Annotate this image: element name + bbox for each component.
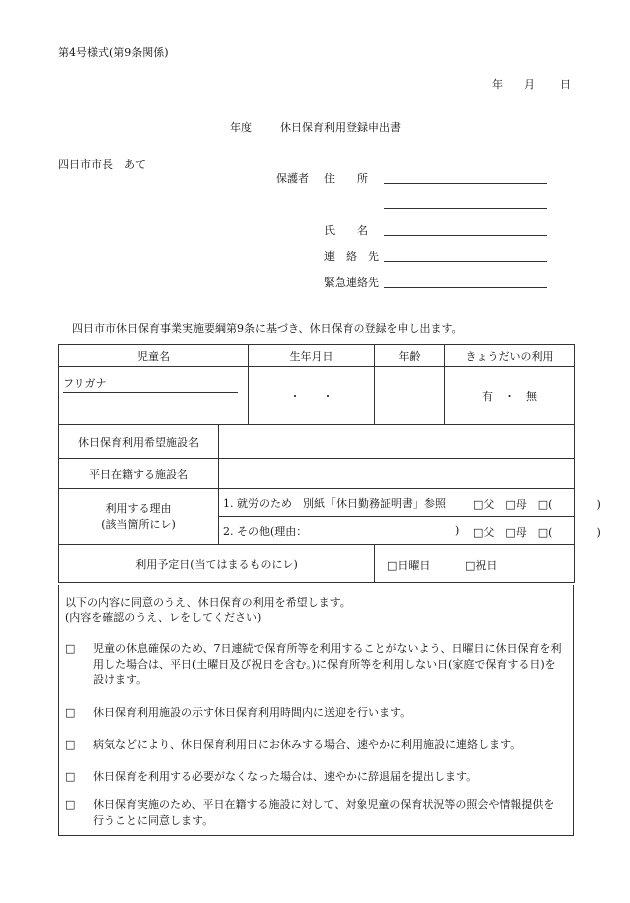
agreement-text: 休日保育実施のため、平日在籍する施設に対して、対象児童の保育状況等の照会や情報提供を行うことに同意します。 (93, 798, 555, 827)
weekday-facility-label: 平日在籍する施設名 (59, 459, 219, 489)
agreement-text: 病気などにより、休日保育利用日にお休みする場合、速やかに利用施設に連絡します。 (93, 738, 522, 751)
guardian-label: 保護者 (276, 172, 309, 185)
reason-label (59, 489, 219, 545)
birth-date-separators: ・ ・ (289, 389, 334, 403)
emergency-contact-line[interactable] (384, 287, 547, 288)
agreement-intro-line-2: (内容を確認のうえ、レをしてください) (65, 611, 262, 624)
checkbox-icon[interactable]: □ (65, 706, 76, 719)
emergency-contact-label: 緊急連絡先 (324, 276, 379, 289)
reason-other-row[interactable] (219, 517, 601, 545)
siblings-cell[interactable] (445, 367, 575, 425)
sunday-checkbox[interactable]: □日曜日 (387, 559, 431, 572)
reason-work-parent-options: □父 □母 □( ) (473, 498, 601, 511)
date-day-label: 日 (560, 78, 571, 91)
address-line-1[interactable] (384, 183, 547, 184)
header-child-name: 児童名 (59, 345, 249, 367)
contact-line[interactable] (384, 261, 547, 262)
name-line[interactable] (384, 235, 547, 236)
name-label: 氏 名 (324, 224, 368, 237)
holiday-checkbox[interactable]: □祝日 (465, 559, 498, 572)
checkbox-icon[interactable]: □ (65, 798, 76, 811)
agreement-intro (65, 595, 351, 625)
contact-label: 連 絡 先 (324, 250, 379, 263)
agreement-text: 児童の休息確保のため、7日連続で保育所等を利用することがないよう、日曜日に休日保育を利用した場合は、平日(土曜日及び祝日を含む。)に保育所等を利用しない日(家庭で保育する日)を設けます。 (93, 642, 562, 686)
form-code: 第4号様式(第9条関係) (58, 46, 169, 59)
header-siblings: きょうだいの利用 (445, 345, 575, 367)
page-title: 休日保育利用登録申出書 (280, 121, 401, 134)
siblings-options: 有 ・ 無 (482, 389, 537, 403)
address-label: 住 所 (324, 172, 368, 185)
date-year-label: 年 (492, 78, 503, 91)
reason-other-parent-options: □父 □母 □( ) (473, 526, 601, 539)
age-cell[interactable] (375, 367, 445, 425)
weekday-facility-input[interactable] (219, 459, 575, 489)
reason-other-text: 2. その他(理由： (223, 524, 308, 538)
agreement-text: 休日保育を利用する必要がなくなった場合は、速やかに辞退届を提出します。 (93, 770, 478, 783)
desired-facility-label: 休日保育利用希望施設名 (59, 425, 219, 459)
checkbox-icon[interactable]: □ (65, 738, 76, 751)
addressee: 四日市市長 あて (58, 158, 146, 171)
registration-table (58, 344, 601, 583)
reason-other-close: ) (455, 524, 460, 537)
header-age: 年齢 (375, 345, 445, 367)
date-month-label: 月 (524, 78, 535, 91)
reason-work-row[interactable] (219, 489, 601, 517)
title-year-prefix: 年度 (230, 121, 252, 134)
desired-facility-input[interactable] (219, 425, 575, 459)
reason-work-text: 1. 就労のため 別紙「休日勤務証明書」参照 (223, 496, 446, 510)
checkbox-icon[interactable]: □ (65, 642, 76, 655)
checkbox-icon[interactable]: □ (65, 770, 76, 783)
agreement-section (58, 585, 574, 836)
schedule-label: 利用予定日(当てはまるものにレ) (59, 545, 375, 583)
agreement-intro-line-1: 以下の内容に同意のうえ、休日保育の利用を希望します。 (65, 596, 351, 609)
reason-label-line-2: (該当箇所にレ) (101, 517, 176, 531)
address-line-2[interactable] (384, 208, 547, 209)
birth-date-cell[interactable] (249, 367, 375, 425)
statement: 四日市市休日保育事業実施要綱第9条に基づき、休日保育の登録を申し出ます。 (72, 322, 463, 335)
reason-label-line-1: 利用する理由 (105, 501, 172, 515)
header-birth-date: 生年月日 (249, 345, 375, 367)
child-name-cell[interactable] (59, 367, 249, 425)
schedule-options (375, 545, 575, 583)
furigana-label: フリガナ (63, 375, 238, 393)
agreement-text: 休日保育利用施設の示す休日保育利用時間内に送迎を行います。 (93, 706, 412, 719)
